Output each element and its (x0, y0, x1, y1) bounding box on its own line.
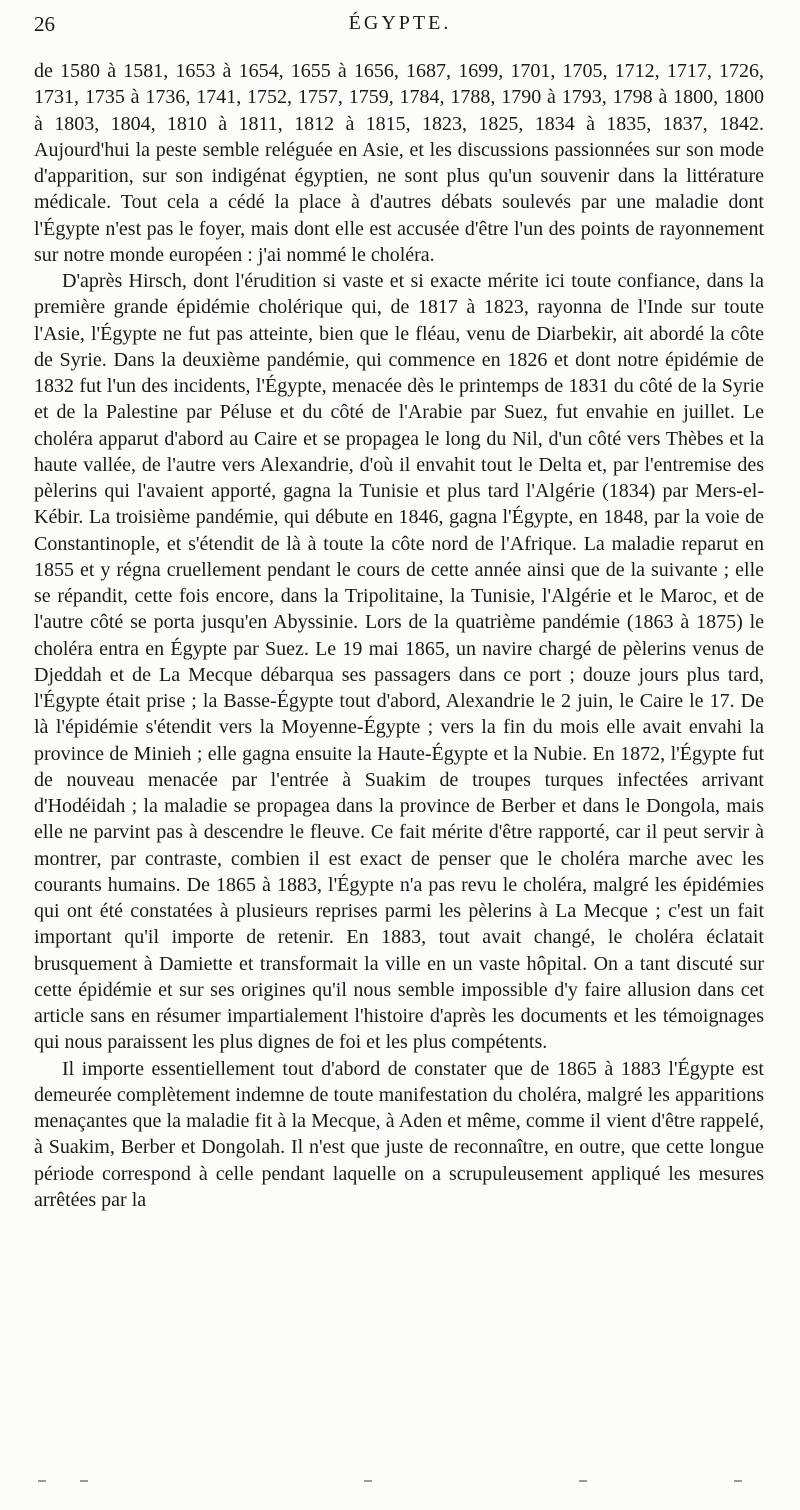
page-number: 26 (34, 12, 55, 36)
page-header (34, 12, 766, 52)
page-body (34, 58, 764, 1213)
print-mark (80, 1480, 88, 1482)
print-mark (579, 1480, 587, 1482)
print-mark (38, 1480, 46, 1482)
running-title: ÉGYPTE. (348, 12, 452, 34)
print-mark (364, 1480, 372, 1482)
paragraph-indemnity: Il importe essentiellement tout d'abord de constater que de 1865 à 1883 l'Égypte est demeurée complètement indemne de toute manifestation du choléra, malgré les apparitions menaçantes que la maladie fit à la Mecque, à Aden et même, comme il vient d'être rappelé, à Suakim, Berber et Dongolah. Il n'est que juste de reconnaître, en outre, que cette longue période correspond à celle pendant laquelle on a scrupuleusement appliqué les mesures arrêtées par la (34, 1057, 764, 1211)
paragraph-continued: de 1580 à 1581, 1653 à 1654, 1655 à 1656, 1687, 1699, 1701, 1705, 1712, 1717, 1726, 1731, 1735 à 1736, 1741, 1752, 1757, 1759, 1784, 1788, 1790 à 1793, 1798 à 1800, 1800 à 1803, 1804, 1810 à 1811, 1812 à 1815, 1823, 1825, 1834 à 1835, 1837, 1842. Aujourd'hui la peste semble reléguée en Asie, et les discussions passionnées sur son mode d'apparition, sur son indigénat égyptien, ne sont plus qu'un souvenir dans la littérature médicale. Tout cela a cédé la place à d'autres débats soulevés par une maladie dont l'Égypte n'est pas le foyer, mais dont elle est accusée d'être l'un des points de rayonnement sur notre monde européen : j'ai nommé le choléra. (34, 60, 764, 266)
print-mark (734, 1480, 742, 1482)
paragraph-cholera-history: D'après Hirsch, dont l'érudition si vaste et si exacte mérite ici toute confiance, dans la première grande épidémie cholérique qui, de 1817 à 1823, rayonna de l'Inde sur toute l'Asie, l'Égypte ne fut pas atteinte, bien que le fléau, venu de Diarbekir, ait abordé la côte de Syrie. Dans la deuxième pandémie, qui commence en 1826 et dont notre épidémie de 1832 fut l'un des incidents, l'Égypte, menacée dès le printemps de 1831 du côté de la Syrie et de la Palestine par Péluse et du côté de l'Arabie par Suez, fut envahie en juillet. Le choléra apparut d'abord au Caire et se propagea le long du Nil, d'un côté vers Thèbes et la haute vallée, de l'autre vers Alexandrie, d'où il envahit tout le Delta et, par l'entremise des pèlerins qui l'avaient apporté, gagna la Tunisie et plus tard l'Algérie (1834) par Mers-el-Kébir. La troisième pandémie, qui débute en 1846, gagna l'Égypte, en 1848, par la voie de Constantinople, et s'étendit de là à toute la côte nord de l'Afrique. La maladie reparut en 1855 et y régna cruellement pendant le cours de cette année ainsi que de la suivante ; elle se répandit, cette fois encore, dans la Tripolitaine, la Tunisie, l'Algérie et le Maroc, et de l'autre côté se porta jusqu'en Abyssinie. Lors de la quatrième pandémie (1863 à 1875) le choléra entra en Égypte par Suez. Le 19 mai 1865, un navire chargé de pèlerins venus de Djeddah et de La Mecque débarqua ses passagers dans ce port ; douze jours plus tard, l'Égypte était prise ; la Basse-Égypte tout d'abord, Alexandrie le 2 juin, le Caire le 17. De là l'épidémie s'étendit vers la Moyenne-Égypte ; vers la fin du mois elle avait envahi la province de Minieh ; elle gagna ensuite la Haute-Égypte et la Nubie. En 1872, l'Égypte fut de nouveau menacée par l'entrée à Suakim de troupes turques infectées arrivant d'Hodéidah ; la maladie se propagea dans la province de Berber et dans le Dongola, mais elle ne parvint pas à descendre le fleuve. Ce fait mérite d'être rapporté, car il peut servir à montrer, par contraste, combien il est exact de penser que le choléra marche avec les courants humains. De 1865 à 1883, l'Égypte n'a pas revu le choléra, malgré les épidémies qui ont été constatées à plusieurs reprises parmi les pèlerins à La Mecque ; c'est un fait important qu'il importe de retenir. En 1883, tout avait changé, le choléra éclatait brusquement à Damiette et transformait la ville en un vaste hôpital. On a tant discuté sur cette épidémie et sur ses origines qu'il nous semble impossible d'y faire allusion dans cet article sans en résumer impartialement l'histoire d'après les documents et les témoignages qui nous paraissent les plus dignes de foi et les plus compétents. (34, 270, 764, 1054)
footer-print-marks (34, 1480, 766, 1488)
